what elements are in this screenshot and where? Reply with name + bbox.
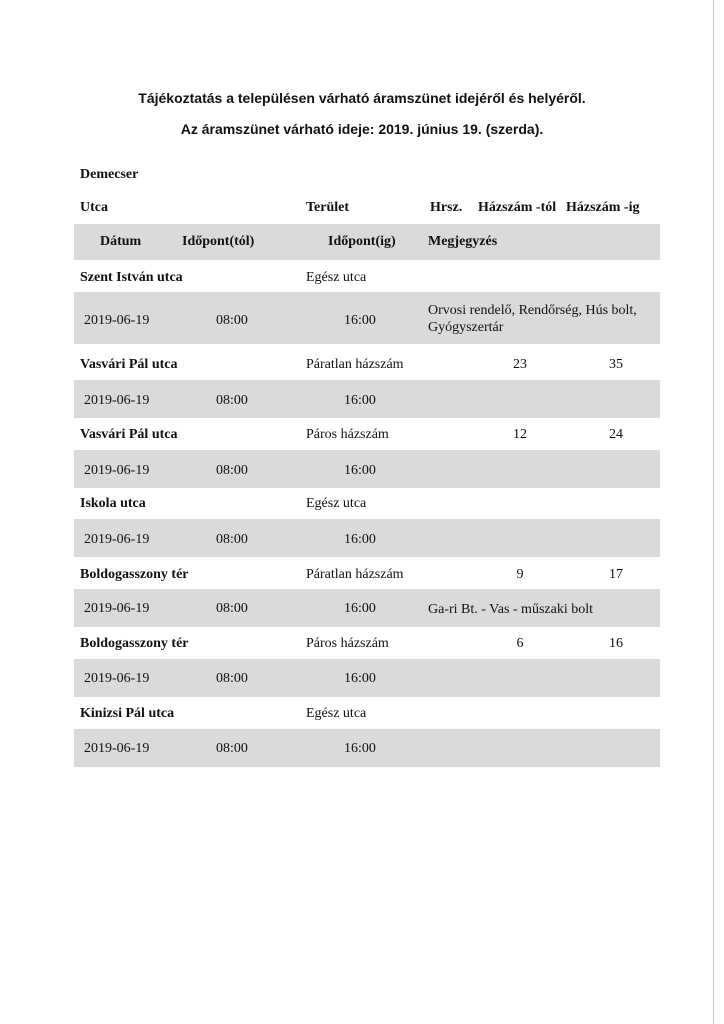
header-area: Terület xyxy=(306,200,350,215)
time-from: 08:00 xyxy=(216,671,248,686)
street-name: Vasvári Pál utca xyxy=(80,427,178,442)
table-row xyxy=(0,706,724,726)
area: Egész utca xyxy=(306,496,367,511)
notice-title: Tájékoztatás a településen várható áramszünet idejéről és helyéről. xyxy=(138,90,586,106)
date: 2019-06-19 xyxy=(84,532,150,547)
header-time-to: Időpont(ig) xyxy=(328,234,396,249)
table-row xyxy=(0,567,724,587)
time-to: 16:00 xyxy=(344,741,376,756)
header-date: Dátum xyxy=(100,234,142,249)
date: 2019-06-19 xyxy=(84,393,150,408)
time-from: 08:00 xyxy=(216,741,248,756)
table-row-detail xyxy=(74,659,660,697)
date: 2019-06-19 xyxy=(84,313,150,328)
street-name: Kinizsi Pál utca xyxy=(80,706,175,721)
table-row xyxy=(0,270,724,290)
time-to: 16:00 xyxy=(344,463,376,478)
time-to: 16:00 xyxy=(344,393,376,408)
house-from: 9 xyxy=(516,567,524,582)
table-header-bottom xyxy=(74,224,660,260)
street-name: Boldogasszony tér xyxy=(80,567,189,582)
house-from: 23 xyxy=(513,357,527,372)
header-note: Megjegyzés xyxy=(428,234,498,249)
settlement-name: Demecser xyxy=(80,167,139,182)
table-row-detail xyxy=(74,589,660,627)
time-from: 08:00 xyxy=(216,393,248,408)
house-from: 12 xyxy=(513,427,527,442)
table-row xyxy=(0,496,724,516)
time-from: 08:00 xyxy=(216,532,248,547)
area: Páratlan házszám xyxy=(306,357,404,372)
note: Ga-ri Bt. - Vas - műszaki bolt xyxy=(428,602,593,617)
area: Páros házszám xyxy=(306,427,389,442)
table-row-detail xyxy=(74,519,660,557)
table-row-detail xyxy=(74,729,660,767)
table-row xyxy=(0,357,724,377)
area: Páratlan házszám xyxy=(306,567,404,582)
header-time-from: Időpont(tól) xyxy=(182,234,255,249)
date: 2019-06-19 xyxy=(84,463,150,478)
area: Egész utca xyxy=(306,706,367,721)
note: Orvosi rendelő, Rendőrség, Hús bolt, Gyógyszertár xyxy=(428,303,637,335)
time-from: 08:00 xyxy=(216,601,248,616)
header-street: Utca xyxy=(80,200,108,215)
house-from: 6 xyxy=(516,636,524,651)
area: Egész utca xyxy=(306,270,367,285)
header-house-from: Házszám -tól xyxy=(478,200,557,215)
table-row-detail xyxy=(74,450,660,488)
house-to: 16 xyxy=(609,636,623,651)
house-to: 17 xyxy=(609,567,623,582)
time-to: 16:00 xyxy=(344,532,376,547)
header-lot: Hrsz. xyxy=(430,200,463,215)
time-from: 08:00 xyxy=(216,463,248,478)
house-to: 35 xyxy=(609,357,623,372)
header-house-to: Házszám -ig xyxy=(566,200,640,215)
date: 2019-06-19 xyxy=(84,671,150,686)
table-row-detail xyxy=(74,292,660,344)
date: 2019-06-19 xyxy=(84,601,150,616)
street-name: Boldogasszony tér xyxy=(80,636,189,651)
outage-date-subtitle: Az áramszünet várható ideje: 2019. június 19. (szerda). xyxy=(180,121,544,137)
street-name: Szent István utca xyxy=(80,270,183,285)
table-row xyxy=(0,636,724,656)
time-to: 16:00 xyxy=(344,601,376,616)
table-header-top xyxy=(0,200,724,218)
date: 2019-06-19 xyxy=(84,741,150,756)
table-row-detail xyxy=(74,380,660,418)
street-name: Vasvári Pál utca xyxy=(80,357,178,372)
street-name: Iskola utca xyxy=(80,496,146,511)
time-to: 16:00 xyxy=(344,313,376,328)
time-from: 08:00 xyxy=(216,313,248,328)
area: Páros házszám xyxy=(306,636,389,651)
house-to: 24 xyxy=(609,427,623,442)
time-to: 16:00 xyxy=(344,671,376,686)
table-row xyxy=(0,427,724,447)
